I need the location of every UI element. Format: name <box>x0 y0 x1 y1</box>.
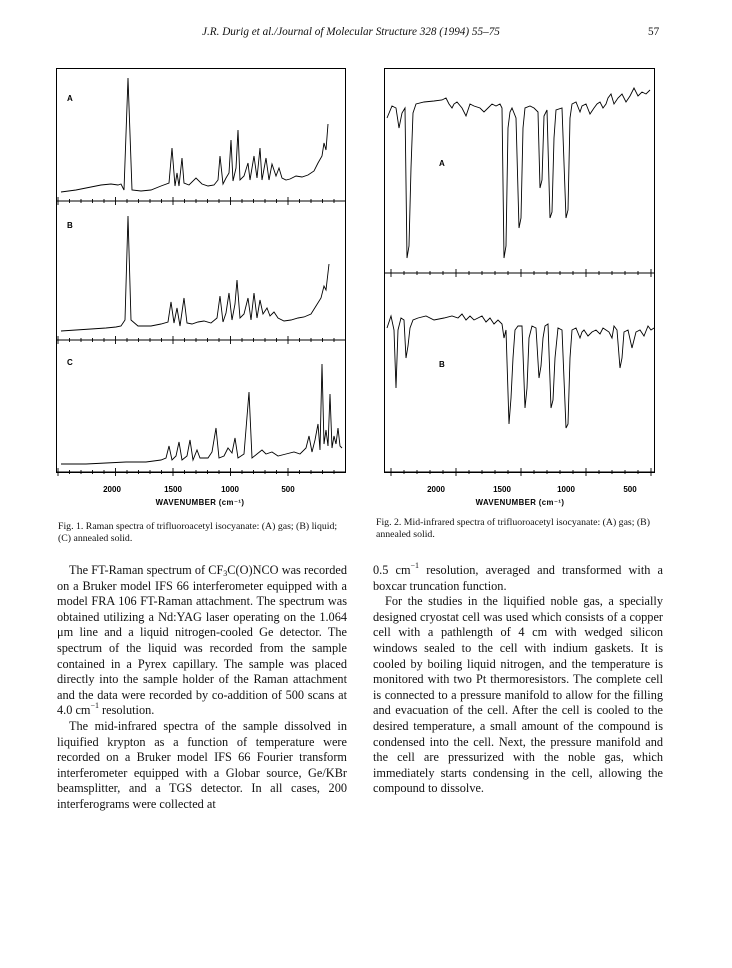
figure-1-caption <box>58 521 348 545</box>
x-axis-title: WAVENUMBER (cm⁻¹) <box>155 498 245 507</box>
figure-1-plot <box>56 68 348 508</box>
figure-2-ticks <box>391 269 651 476</box>
tick-label-1500: 1500 <box>164 485 182 494</box>
figure-2 <box>384 68 660 508</box>
right-column <box>373 563 663 797</box>
tick-label-500: 500 <box>623 485 637 494</box>
panel-a-label: A <box>67 94 73 103</box>
running-header <box>0 26 732 46</box>
figure-1-caption-text: Raman spectra of trifluoroacetyl isocyanate: (A) gas; (B) liquid; (C) annealed solid. <box>58 521 338 544</box>
text-span: The FT-Raman spectrum of CF <box>69 563 224 577</box>
spectrum-panel-a <box>387 88 650 258</box>
paragraph-noble-gas: For the studies in the liquified noble gas, a specially designed cryostat cell was used which consists of a copper cell with a pathlength of 4 cm with wedged silicon windows sealed to the cell with indium gaskets. It is cooled by boiling liquid nitrogen, and the temperature is monitored with two Pt thermoresistors. The complete cell is connected to a pressure manifold to allow for the filling and evacuation of the cell. After the cell is cooled to the desired temperature, a small amount of the compound is condensed into the cell. Next, the pressure manifold and the cell are pressurized with the noble gas, which immediately starts condensing in the cell, allowing the compound to dissolve. <box>373 594 663 796</box>
figure-2-frame <box>385 69 655 473</box>
x-axis-title: WAVENUMBER (cm⁻¹) <box>475 498 565 507</box>
paragraph-resolution <box>373 563 663 594</box>
spectrum-panel-b <box>387 314 654 428</box>
running-title: J.R. Durig et al./Journal of Molecular Structure 328 (1994) 55–75 <box>202 26 500 38</box>
tick-label-2000: 2000 <box>427 485 445 494</box>
text-span: C(O)NCO was recorded on a Bruker model IFS 66 interferometer equipped with a model FRA 106 FT-Raman attachment. The spectrum was obtained utilizing a Nd:YAG laser operating on the 1.064 μm line and a liquid nitrogen-cooled Ge detector. The spectrum of the liquid was recorded from the sample contained in a Pyrex capillary. The sample was placed directly into the sample holder of the Raman attachment and the data were recorded by co-addition of 500 scans at 4.0 cm <box>57 563 347 718</box>
figure-1-frame <box>57 69 346 473</box>
superscript: −1 <box>410 561 420 570</box>
subscript: 3 <box>223 569 228 578</box>
panel-a-label: A <box>439 159 445 168</box>
tick-label-2000: 2000 <box>103 485 121 494</box>
figure-1 <box>56 68 348 508</box>
tick-label-500: 500 <box>281 485 295 494</box>
figure-2-caption-number: Fig. 2. <box>376 517 402 528</box>
superscript: −1 <box>90 701 99 711</box>
spectrum-panel-c <box>61 364 342 464</box>
figure-1-caption-number: Fig. 1. <box>58 521 84 532</box>
page-number: 57 <box>648 26 660 38</box>
figure-1-ticks <box>58 197 334 476</box>
left-column <box>57 563 347 813</box>
tick-label-1000: 1000 <box>557 485 575 494</box>
panel-c-label: C <box>67 358 73 367</box>
figure-2-caption <box>376 517 666 541</box>
spectrum-panel-a <box>61 78 328 192</box>
spectrum-panel-b <box>61 216 329 331</box>
figure-2-plot <box>384 68 660 508</box>
text-span: 0.5 cm <box>373 563 411 577</box>
panel-b-label: B <box>67 221 73 230</box>
panel-b-label: B <box>439 360 445 369</box>
paragraph-ft-raman <box>57 563 347 719</box>
text-span: resolution, averaged and transformed with a boxcar truncation function. <box>373 563 664 593</box>
text-span: resolution. <box>98 703 155 718</box>
tick-label-1500: 1500 <box>493 485 511 494</box>
tick-label-1000: 1000 <box>221 485 239 494</box>
paragraph-mid-infrared: The mid-infrared spectra of the sample dissolved in liquified krypton as a function of temperature were recorded on a Bruker model IFS 66 Fourier transform interferometer equipped with a Globar source, Ge/KBr beamsplitter, and a TGS detector. In all cases, 200 interferograms were collected at <box>57 718 347 811</box>
figure-2-caption-text: Mid-infrared spectra of trifluoroacetyl isocyanate: (A) gas; (B) annealed solid. <box>376 517 650 540</box>
